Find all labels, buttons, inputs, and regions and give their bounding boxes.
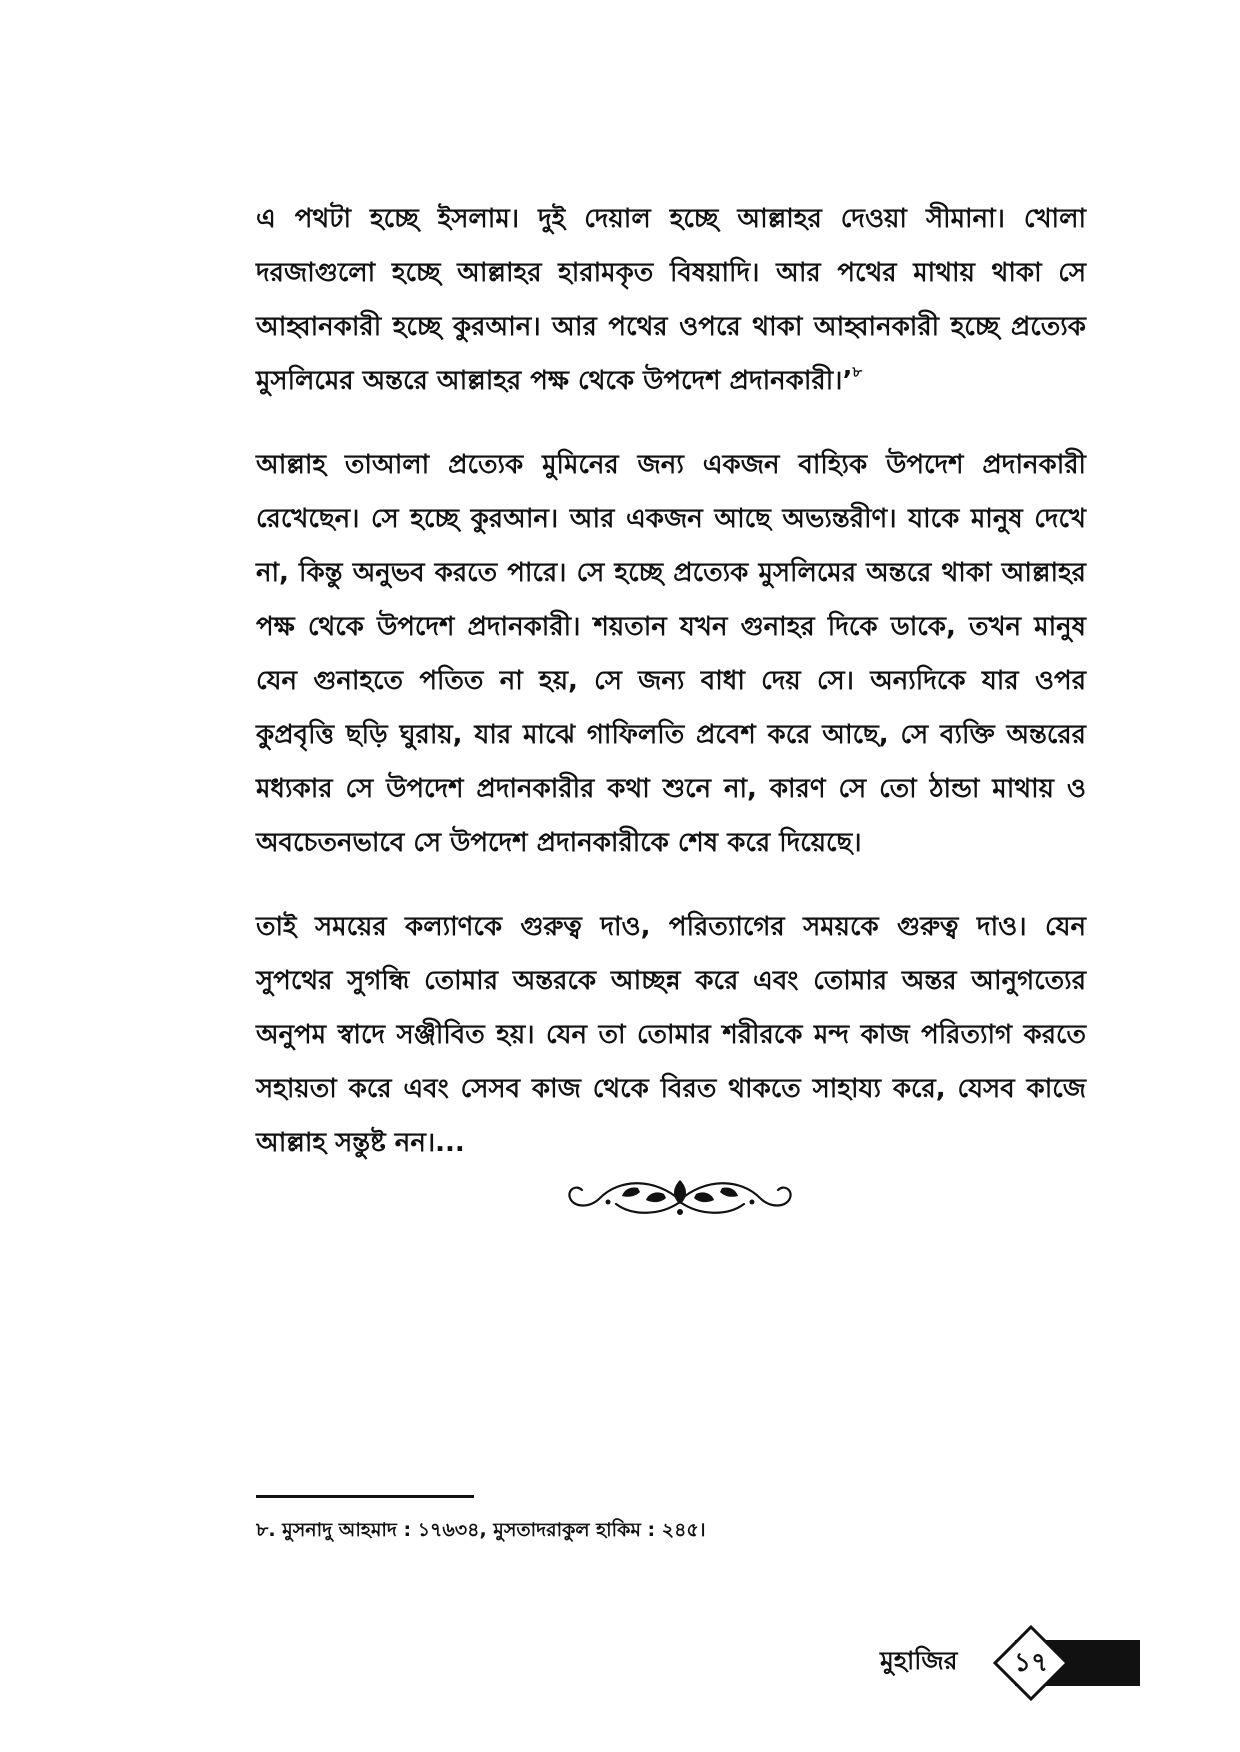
running-title: মুহাজির [880,1646,958,1675]
floral-divider-icon [560,1170,800,1226]
paragraph-1 [256,192,1086,408]
body-text [256,192,1086,1200]
footnote-8: ৮. মুসনাদু আহমাদ : ১৭৬৩৪, মুসতাদরাকুল হাকিম : ২৪৫। [256,1519,706,1541]
paragraph-1-text: এ পথটা হচ্ছে ইসলাম। দুই দেয়াল হচ্ছে আল্লাহর দেওয়া সীমানা। খোলা দরজাগুলো হচ্ছে আল্লাহর হারামকৃত বিষয়াদি। আর পথের মাথায় থাকা সে আহ্বানকারী হচ্ছে কুরআন। আর পথের ওপরে থাকা আহ্বানকারী হচ্ছে প্রত্যেক মুসলিমের অন্তরে আল্লাহর পক্ষ থেকে উপদেশ প্রদানকারী।’ [256,204,1086,396]
paragraph-3: তাই সময়ের কল্যাণকে গুরুত্ব দাও, পরিত্যাগের সময়কে গুরুত্ব দাও। যেন সুপথের সুগন্ধি তোমার অন্তরকে আচ্ছন্ন করে এবং তোমার অন্তর আনুগত্যের অনুপম স্বাদে সঞ্জীবিত হয়। যেন তা তোমার শরীরকে মন্দ কাজ পরিত্যাগ করতে সহায়তা করে এবং সেসব কাজ থেকে বিরত থাকতে সাহায্য করে, যেসব কাজে আল্লাহ সন্তুষ্ট নন।... [256,912,1086,1158]
paragraph-2: আল্লাহ তাআলা প্রত্যেক মুমিনের জন্য একজন বাহ্যিক উপদেশ প্রদানকারী রেখেছেন। সে হচ্ছে কুরআন। আর একজন আছে অভ্যন্তরীণ। যাকে মানুষ দেখে না, কিন্তু অনুভব করতে পারে। সে হচ্ছে প্রত্যেক মুসলিমের অন্তরে থাকা আল্লাহর পক্ষ থেকে উপদেশ প্রদানকারী। শয়তান যখন গুনাহর দিকে ডাকে, তখন মানুষ যেন গুনাহতে পতিত না হয়, সে জন্য বাধা দেয় সে। অন্যদিকে যার ওপর কুপ্রবৃত্তি ছড়ি ঘুরায়, যার মাঝে গাফিলতি প্রবেশ করে আছে, সে ব্যক্তি অন্তরের মধ্যকার সে উপদেশ প্রদানকারীর কথা শুনে না, কারণ সে তো ঠান্ডা মাথায় ও অবচেতনভাবে সে উপদেশ প্রদানকারীকে শেষ করে দিয়েছে। [256,450,1086,858]
footnote-separator [256,1495,474,1498]
footnote-reference[interactable]: ৮ [852,363,863,381]
page-number: ১৭ [1014,1648,1048,1678]
